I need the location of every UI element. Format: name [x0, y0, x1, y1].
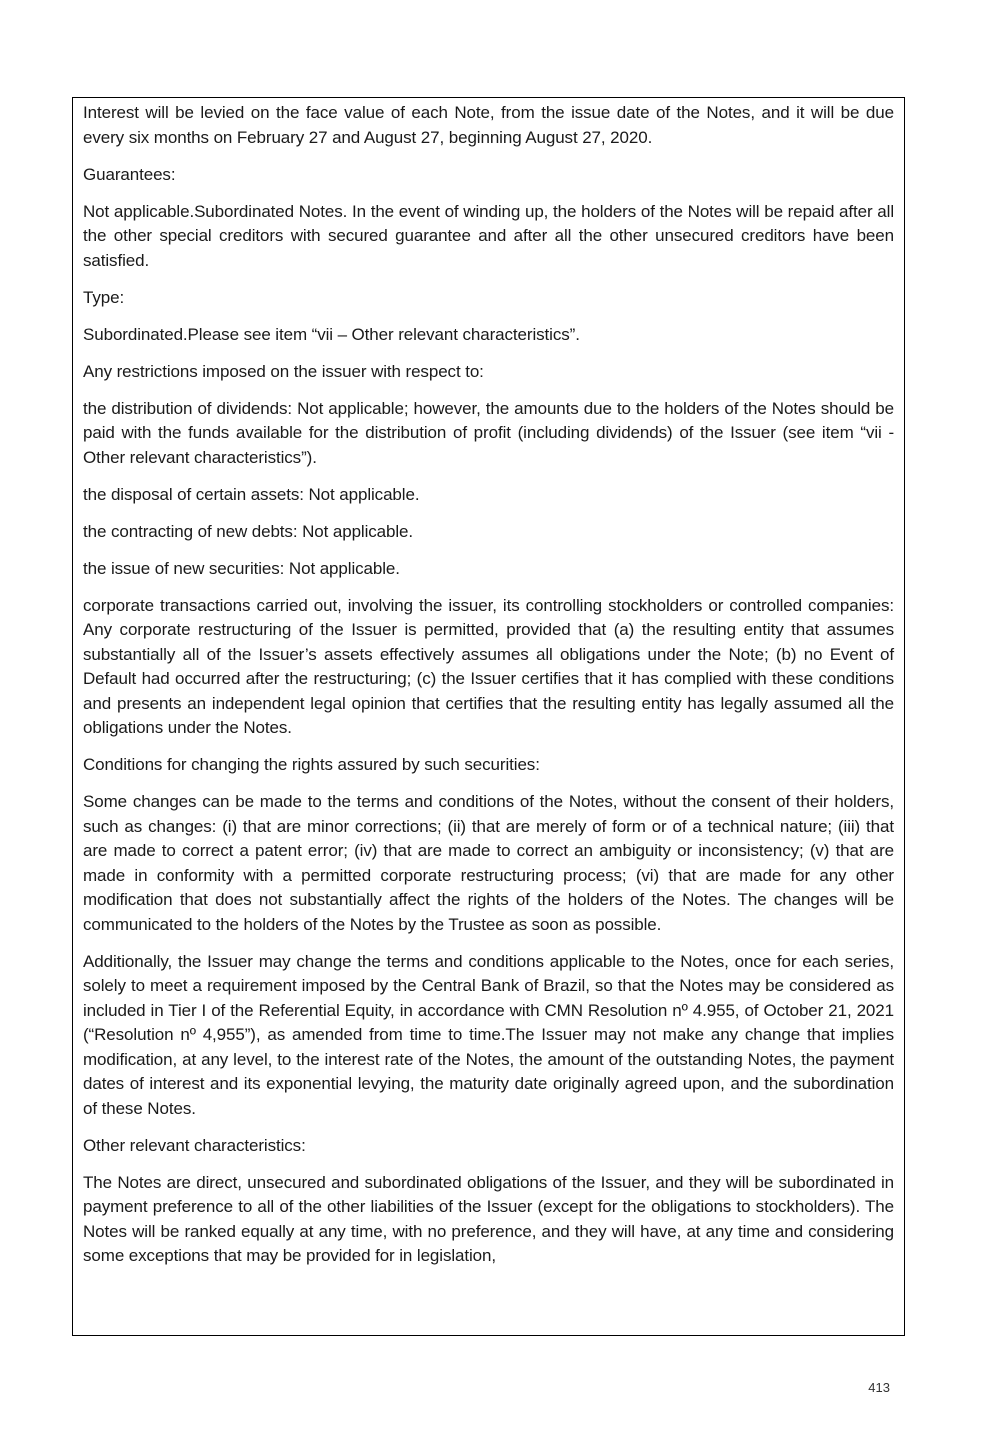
paragraph-other-characteristics: The Notes are direct, unsecured and subordinated obligations of the Issuer, and they will be subordinated in payment preference to all of the other liabilities of the Issuer (except for the obligations to stockholders). The Notes will be ranked equally at any time, with no preference, and they will have, at any time and considering some exceptions that may be provided for in legislation, [83, 1172, 894, 1265]
paragraph-type: Subordinated.Please see item “vii – Other relevant characteristics”. [83, 324, 580, 344]
heading-type: Type: [83, 287, 125, 307]
paragraph-changes: Some changes can be made to the terms and conditions of the Notes, without the consent of their holders, such as changes: (i) that are minor corrections; (ii) that are merely of form or of a technical nature; (iii) that are made to correct a patent error; (iv) that are made to correct an ambiguity or inconsistency; (v) that are made in conformity with a permitted corporate restructuring process; (vi) that are made for any other modification that does not substantially affect the rights of the holders of the Notes. The changes will be communicated to the holders of the Notes by the Trustee as soon as possible. [83, 792, 894, 934]
paragraph-disposal-assets: the disposal of certain assets: Not applicable. [83, 484, 420, 504]
paragraph-new-securities: the issue of new securities: Not applicable. [83, 558, 400, 578]
paragraph-corporate-transactions: corporate transactions carried out, involving the issuer, its controlling stockholders or controlled companies: Any corporate restructuring of the Issuer is permitted, provided that (a) the resulting entity that assumes substantially all of the Issuer’s assets effectively assumes all obligations under the Note; (b) no Event of Default had occurred after the restructuring; (c) the Issuer certifies that it has complied with these conditions and presents an independent legal opinion that certifies that the resulting entity has legally assumed all the obligations under the Notes. [83, 595, 894, 737]
heading-guarantees: Guarantees: [83, 164, 176, 184]
paragraph-dividends: the distribution of dividends: Not applicable; however, the amounts due to the holders of the Notes should be paid with the funds available for the distribution of profit (including dividends) of the Issuer (see item “vii - Other relevant characteristics”). [83, 398, 894, 467]
paragraph-interest: Interest will be levied on the face value of each Note, from the issue date of the Notes, and it will be due every six months on February 27 and August 27, beginning August 27, 2020. [83, 103, 894, 147]
heading-conditions: Conditions for changing the rights assured by such securities: [83, 755, 540, 774]
paragraph-guarantees: Not applicable.Subordinated Notes. In the event of winding up, the holders of the Notes will be repaid after all the other special creditors with secured guarantee and after all the other unsecured creditors have been satisfied. [83, 201, 894, 270]
heading-restrictions: Any restrictions imposed on the issuer with respect to: [83, 361, 484, 381]
document-frame [72, 97, 905, 1336]
paragraph-new-debts: the contracting of new debts: Not applicable. [83, 521, 414, 541]
page-number: 413 [868, 1380, 890, 1395]
paragraph-additional-changes: Additionally, the Issuer may change the terms and conditions applicable to the Notes, once for each series, solely to meet a requirement imposed by the Central Bank of Brazil, so that the Notes may be considered as included in Tier I of the Referential Equity, in accordance with CMN Resolution nº 4.955, of October 21, 2021 (“Resolution nº 4,955”), as amended from time to time.The Issuer may not make any change that implies modification, at any level, to the interest rate of the Notes, the amount of the outstanding Notes, the payment dates of interest and its exponential levying, the maturity date originally agreed upon, and the subordination of these Notes. [83, 951, 894, 1118]
heading-other-characteristics: Other relevant characteristics: [83, 1135, 306, 1155]
